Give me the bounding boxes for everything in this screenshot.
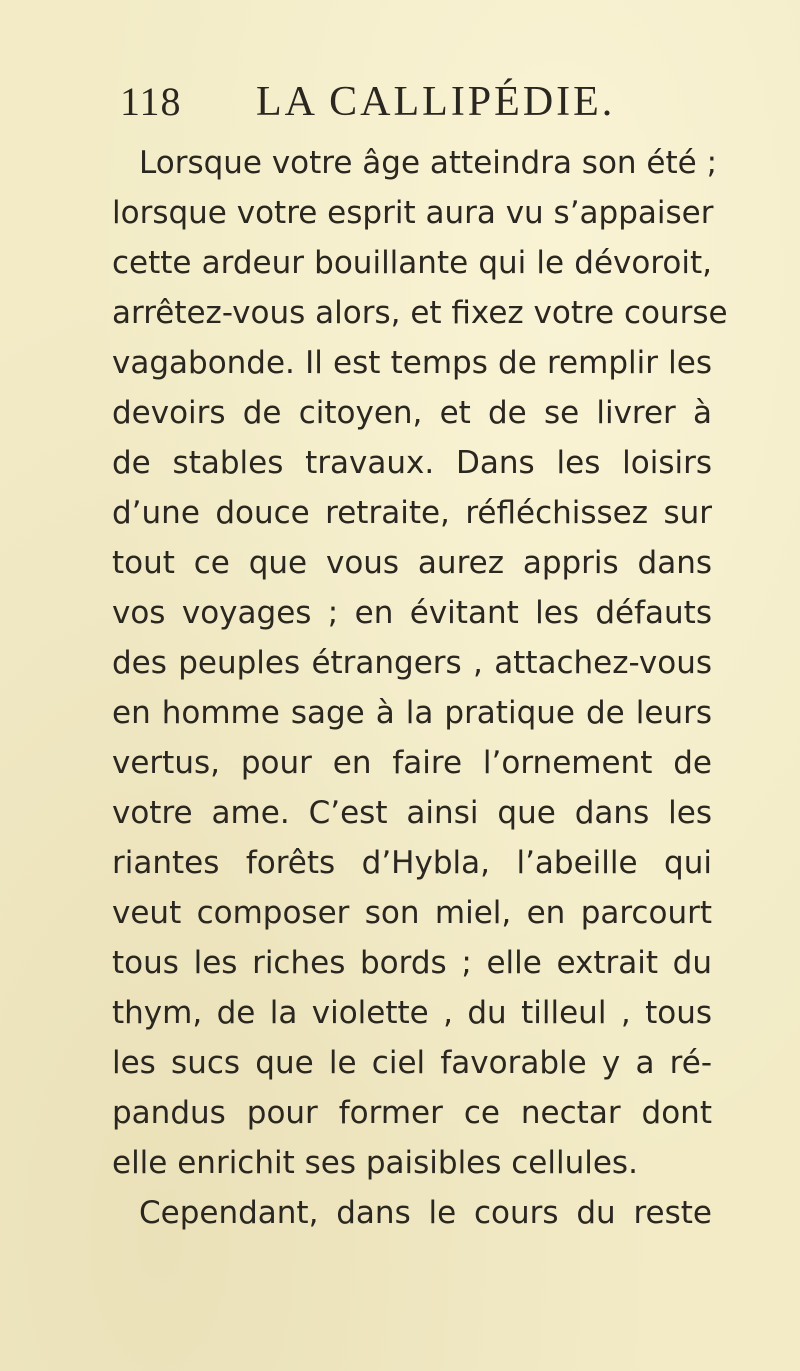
text-line: veut composer son miel, en parcourt — [112, 895, 712, 931]
text-line: riantes forêts d’Hybla, l’abeille qui — [112, 845, 712, 881]
page-header — [120, 78, 680, 128]
text-line: Lorsque votre âge atteindra son été ; — [139, 145, 718, 181]
body-text — [112, 138, 728, 1238]
running-title: LA CALLIPÉDIE. — [256, 79, 616, 125]
text-line: de stables travaux. Dans les loisirs — [112, 445, 712, 481]
text-line: vos voyages ; en évitant les défauts — [112, 595, 712, 631]
text-line: lorsque votre esprit aura vu s’appaiser — [112, 195, 714, 231]
text-line: des peuples étrangers , attachez-vous — [112, 645, 712, 681]
text-line: arrêtez-vous alors, et fixez votre course — [112, 295, 728, 331]
text-line: vagabonde. Il est temps de remplir les — [112, 345, 712, 381]
text-line: tous les riches bords ; elle extrait du — [112, 945, 712, 981]
text-line: Cependant, dans le cours du reste — [139, 1195, 712, 1231]
text-line: devoirs de citoyen, et de se livrer à — [112, 395, 712, 431]
text-line: thym, de la violette , du tilleul , tous — [112, 995, 712, 1031]
text-line: d’une douce retraite, réfléchissez sur — [112, 495, 712, 531]
text-line: cette ardeur bouillante qui le dévoroit, — [112, 245, 712, 281]
text-line: pandus pour former ce nectar dont — [112, 1095, 712, 1131]
text-line: tout ce que vous aurez appris dans — [112, 545, 712, 581]
text-line: elle enrichit ses paisibles cellules. — [112, 1145, 638, 1181]
text-line: vertus, pour en faire l’ornement de — [112, 745, 712, 781]
text-line: les sucs que le ciel favorable y a ré- — [112, 1045, 712, 1081]
page-number: 118 — [120, 79, 182, 124]
text-line: votre ame. C’est ainsi que dans les — [112, 795, 712, 831]
text-line: en homme sage à la pratique de leurs — [112, 695, 712, 731]
